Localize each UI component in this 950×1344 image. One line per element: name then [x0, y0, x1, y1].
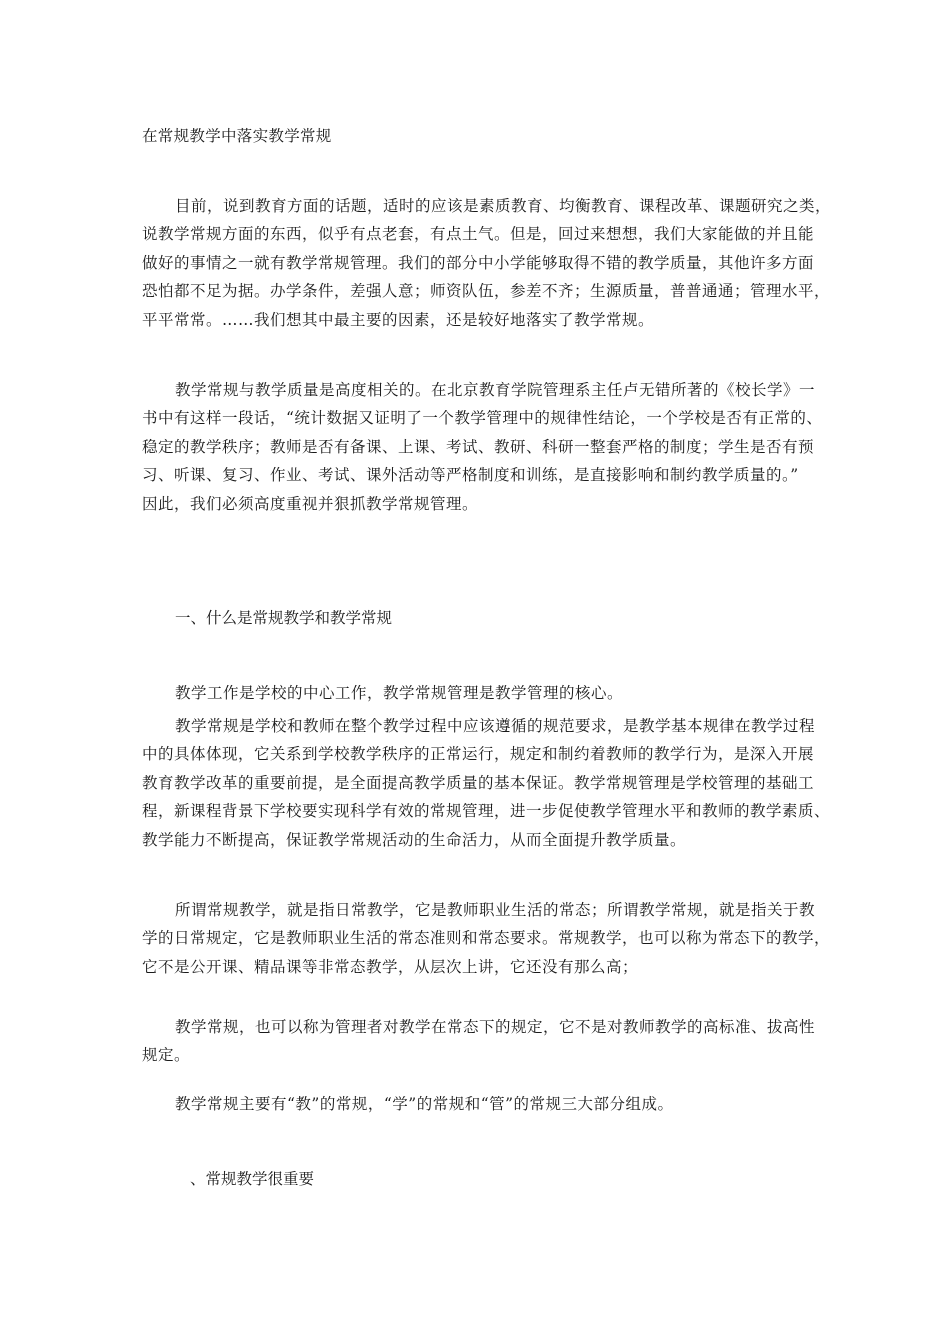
text-line: 习、听课、复习、作业、考试、课外活动等严格制度和训练，是直接影响和制约教学质量的。”	[142, 466, 799, 485]
text-line: 恐怕都不足为据。办学条件，差强人意；师资队伍，参差不齐；生源质量，普普通通；管理水平，	[142, 282, 831, 301]
text-line: 教学工作是学校的中心工作，教学常规管理是教学管理的核心。	[175, 684, 624, 702]
text-line: 教学能力不断提高，保证教学常规活动的生命活力，从而全面提升教学质量。	[142, 830, 687, 849]
text-line: 所谓常规教学，就是指日常教学，它是教师职业生活的常态；所谓教学常规，就是指关于教	[175, 901, 816, 919]
text-line: 平平常常。……我们想其中最主要的因素，还是较好地落实了教学常规。	[142, 310, 655, 329]
text-line: 它不是公开课、精品课等非常态教学，从层次上讲，它还没有那么高；	[142, 957, 639, 976]
paragraph-7	[142, 1090, 832, 1118]
text-line: 规定。	[142, 1046, 191, 1065]
paragraph-3	[142, 679, 832, 707]
text-line: 目前，说到教育方面的话题，适时的应该是素质教育、均衡教育、课程改革、课题研究之类，	[175, 197, 832, 215]
document-title: 在常规教学中落实教学常规	[142, 127, 332, 145]
text-line: 因此，我们必须高度重视并狠抓教学常规管理。	[142, 494, 479, 513]
text-line: 书中有这样一段话，“统计数据又证明了一个教学管理中的规律性结论，一个学校是否有正常的、	[142, 409, 823, 428]
paragraph-4	[142, 712, 832, 854]
paragraph-5	[142, 896, 832, 981]
text-line: 教育教学改革的重要前提，是全面提高教学质量的基本保证。教学常规管理是学校管理的基础工	[142, 773, 815, 792]
text-line: 教学常规与教学质量是高度相关的。在北京教育学院管理系主任卢无错所著的《校长学》一	[175, 381, 816, 399]
text-line: 做好的事情之一就有教学常规管理。我们的部分中小学能够取得不错的教学质量，其他许多方面	[142, 253, 815, 272]
text-line: 教学常规，也可以称为管理者对教学在常态下的规定，它不是对教师教学的高标准、拔高性	[175, 1018, 816, 1036]
section-heading-1: 一、什么是常规教学和教学常规	[175, 609, 393, 627]
text-line: 中的具体体现，它关系到学校教学秩序的正常运行，规定和制约着教师的教学行为，是深入开展	[142, 745, 815, 764]
text-line: 程，新课程背景下学校要实现科学有效的常规管理，进一步促使教学管理水平和教师的教学素质、	[142, 802, 831, 821]
paragraph-6	[142, 1013, 832, 1070]
paragraph-1	[142, 192, 832, 334]
text-line: 稳定的教学秩序；教师是否有备课、上课、考试、教研、科研一整套严格的制度；学生是否有预	[142, 437, 815, 456]
text-line: 教学常规是学校和教师在整个教学过程中应该遵循的规范要求，是教学基本规律在教学过程	[175, 717, 816, 735]
text-line: 说教学常规方面的东西，似乎有点老套，有点土气。但是，回过来想想，我们大家能做的并且能	[142, 225, 815, 244]
text-line: 学的日常规定，它是教师职业生活的常态准则和常态要求。常规教学，也可以称为常态下的教学，	[142, 929, 831, 948]
section-heading-2: 、常规教学很重要	[190, 1170, 315, 1188]
paragraph-2	[142, 376, 832, 518]
text-line: 教学常规主要有“教”的常规，“学”的常规和“管”的常规三大部分组成。	[175, 1095, 674, 1113]
